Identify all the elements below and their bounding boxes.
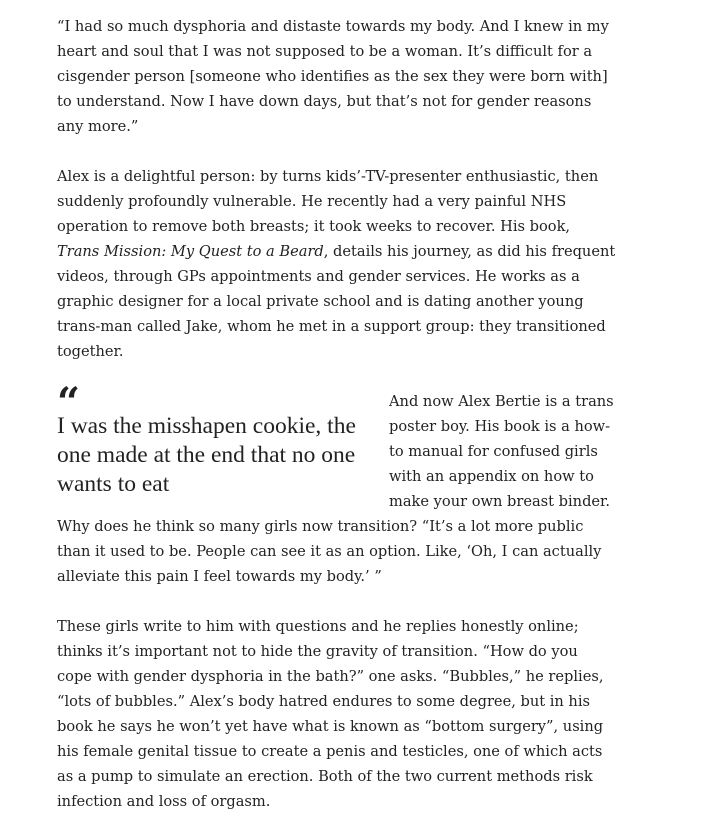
article-body bbox=[57, 14, 617, 839]
paragraph-2 bbox=[57, 164, 617, 364]
quote-mark-icon: “ bbox=[57, 379, 78, 426]
paragraph-2-text-end: , details his journey, as did his frequent videos, through GPs appointments and gender services. He works as a graphic designer for a local private school and is dating another young trans-man called Jake, whom he met in a support group: they transitioned together. bbox=[57, 243, 616, 360]
paragraph-4: These girls write to him with questions and he replies honestly online; thinks it’s important not to hide the gravity of transition. “How do you cope with gender dysphoria in the bath?” one asks. “Bubbles,” he replies, “lots of bubbles.” Alex’s body hatred endures to some degree, but in his book he says he won’t yet have what is known as “bottom surgery”, using his female genital tissue to create a penis and testicles, one of which acts as a pump to simulate an erection. Both of the two current methods risk infection and loss of orgasm. bbox=[57, 618, 604, 810]
pull-quote-text: I was the misshapen cookie, the one made at the end that no one wants to eat bbox=[57, 413, 356, 497]
paragraph-3-text: And now Alex Bertie is a trans poster boy. His book is a how-to manual for confused girls with an appendix on how to make your own breast binder. Why does he think so many girls now transition? “It’s a lot more public than it used to be. People can see it as an option. Like, ‘Oh, I can actually alleviate this pain I feel towards my body.’ ” bbox=[57, 393, 614, 585]
pull-quote bbox=[57, 379, 375, 499]
paragraph-1: “I had so much dysphoria and distaste towards my body. And I knew in my heart and soul that I was not supposed to be a woman. It’s difficult for a cisgender person [someone who identifies as the sex they were born with] to understand. Now I have down days, but that’s not for gender reasons any more.” bbox=[57, 18, 609, 135]
paragraph-2-text-start: Alex is a delightful person: by turns kids’-TV-presenter enthusiastic, then suddenly profoundly vulnerable. He recently had a very painful NHS operation to remove both breasts; it took weeks to recover. His book, bbox=[57, 168, 599, 235]
book-title: Trans Mission: My Quest to a Beard bbox=[57, 243, 324, 260]
